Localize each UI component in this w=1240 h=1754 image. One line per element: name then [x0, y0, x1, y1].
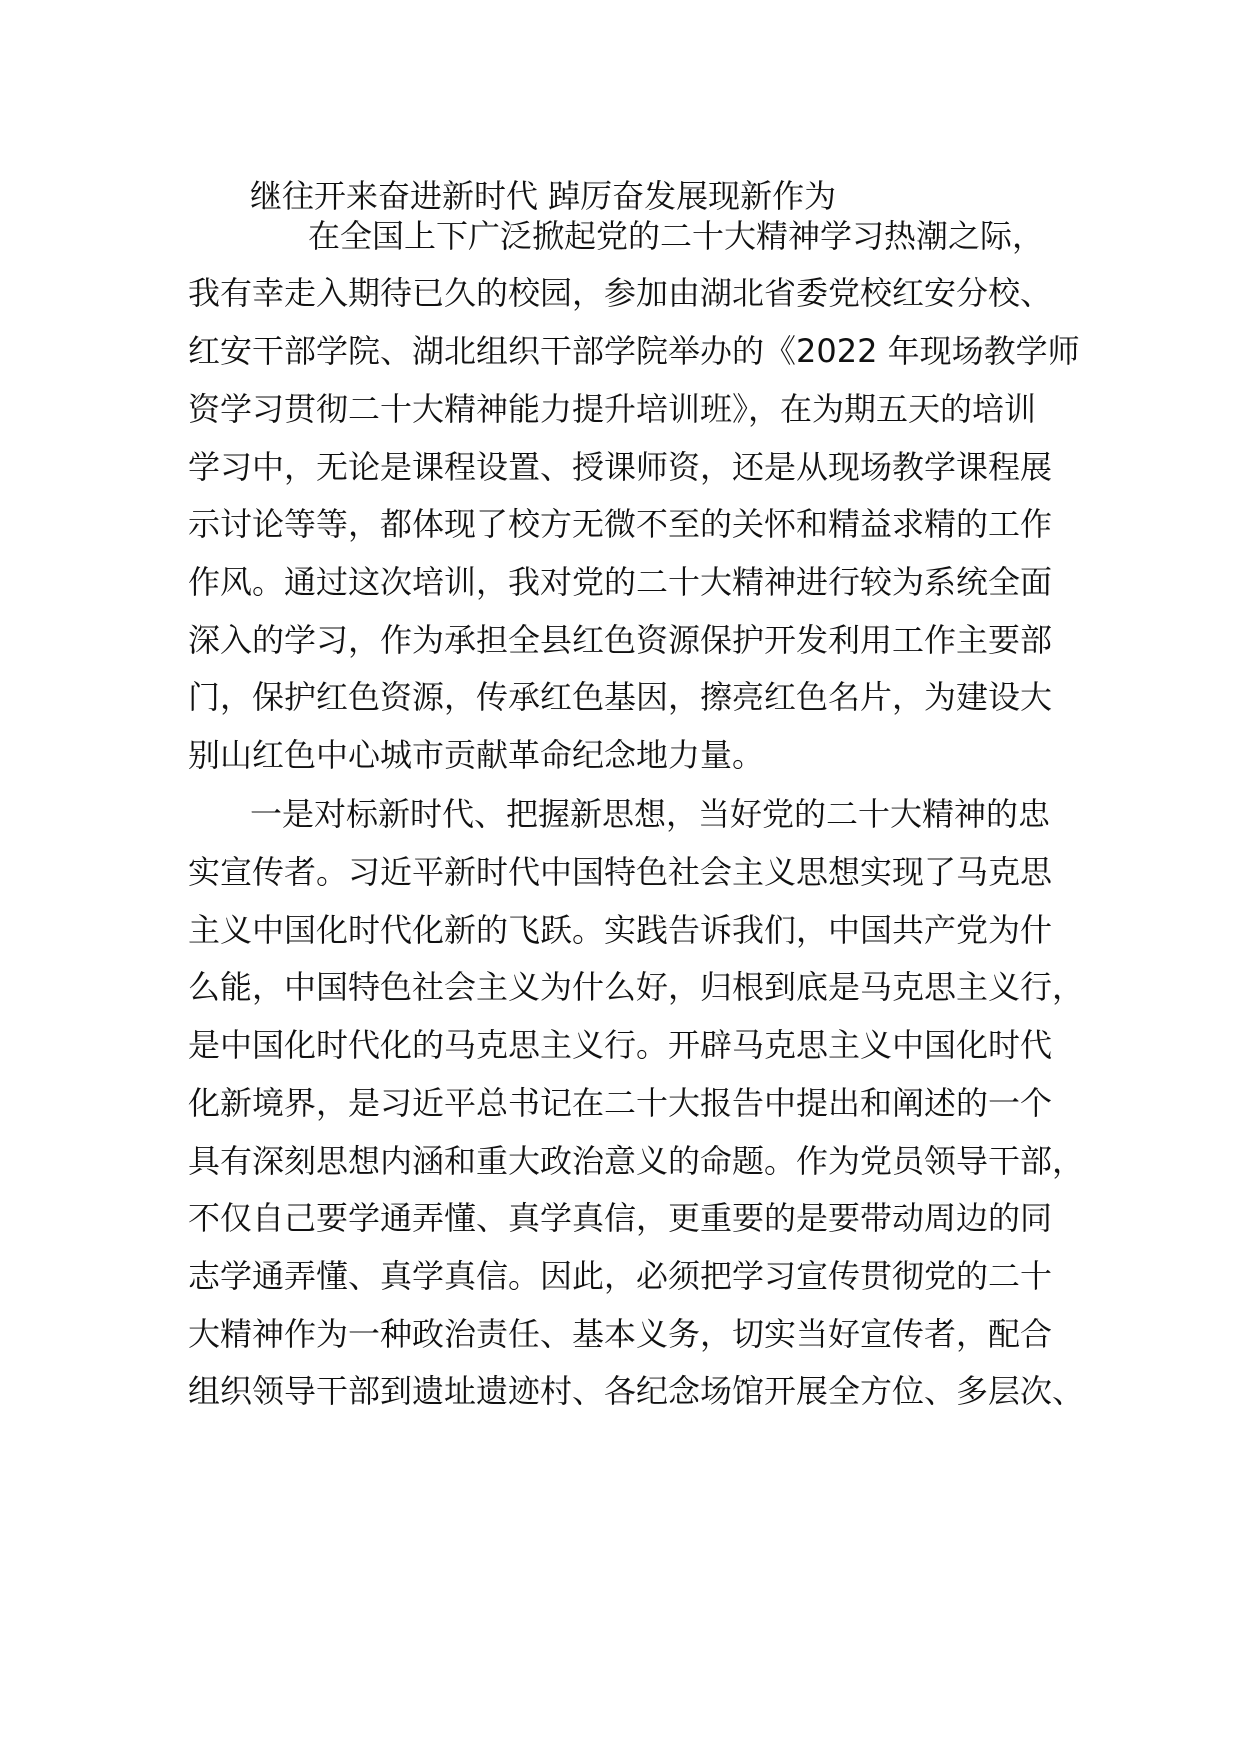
text-line: 别山红色中心城市贡献革命纪念地力量。	[188, 736, 765, 774]
text-line: 么能，中国特色社会主义为什么好，归根到底是马克思主义行，	[188, 968, 1085, 1006]
text-line: 示讨论等等，都体现了校方无微不至的关怀和精益求精的工作	[188, 505, 1053, 543]
text-line: 不仅自己要学通弄懂、真学真信，更重要的是要带动周边的同	[188, 1199, 1053, 1237]
text-line: 我有幸走入期待已久的校园，参加由湖北省委党校红安分校、	[188, 274, 1053, 312]
text-line: 门，保护红色资源，传承红色基因，擦亮红色名片，为建设大	[188, 678, 1053, 716]
text-line: 大精神作为一种政治责任、基本义务，切实当好宣传者，配合	[188, 1315, 1053, 1353]
text-line: 深入的学习，作为承担全县红色资源保护开发利用工作主要部	[188, 621, 1053, 659]
text-line: 主义中国化时代化新的飞跃。实践告诉我们，中国共产党为什	[188, 911, 1053, 949]
text-line: 化新境界，是习近平总书记在二十大报告中提出和阐述的一个	[188, 1084, 1053, 1122]
text-line: 学习中，无论是课程设置、授课师资，还是从现场教学课程展	[188, 448, 1053, 486]
text-line: 一是对标新时代、把握新思想，当好党的二十大精神的忠	[250, 795, 1051, 833]
text-line: 实宣传者。习近平新时代中国特色社会主义思想实现了马克思	[188, 853, 1053, 891]
text-line: 具有深刻思想内涵和重大政治意义的命题。作为党员领导干部，	[188, 1142, 1085, 1180]
text-line: 是中国化时代化的马克思主义行。开辟马克思主义中国化时代	[188, 1026, 1053, 1064]
text-line: 红安干部学院、湖北组织干部学院举办的《2022 年现场教学师	[188, 332, 1080, 370]
text-line: 在全国上下广泛掀起党的二十大精神学习热潮之际，	[308, 217, 1045, 255]
text-line: 组织领导干部到遗址遗迹村、各纪念场馆开展全方位、多层次、	[188, 1372, 1085, 1410]
text-line: 志学通弄懂、真学真信。因此，必须把学习宣传贯彻党的二十	[188, 1257, 1053, 1295]
text-line: 作风。通过这次培训，我对党的二十大精神进行较为系统全面	[188, 563, 1053, 601]
document-title: 继往开来奋进新时代 踔厉奋发展现新作为	[250, 177, 837, 215]
text-line: 资学习贯彻二十大精神能力提升培训班》，在为期五天的培训	[188, 390, 1037, 428]
